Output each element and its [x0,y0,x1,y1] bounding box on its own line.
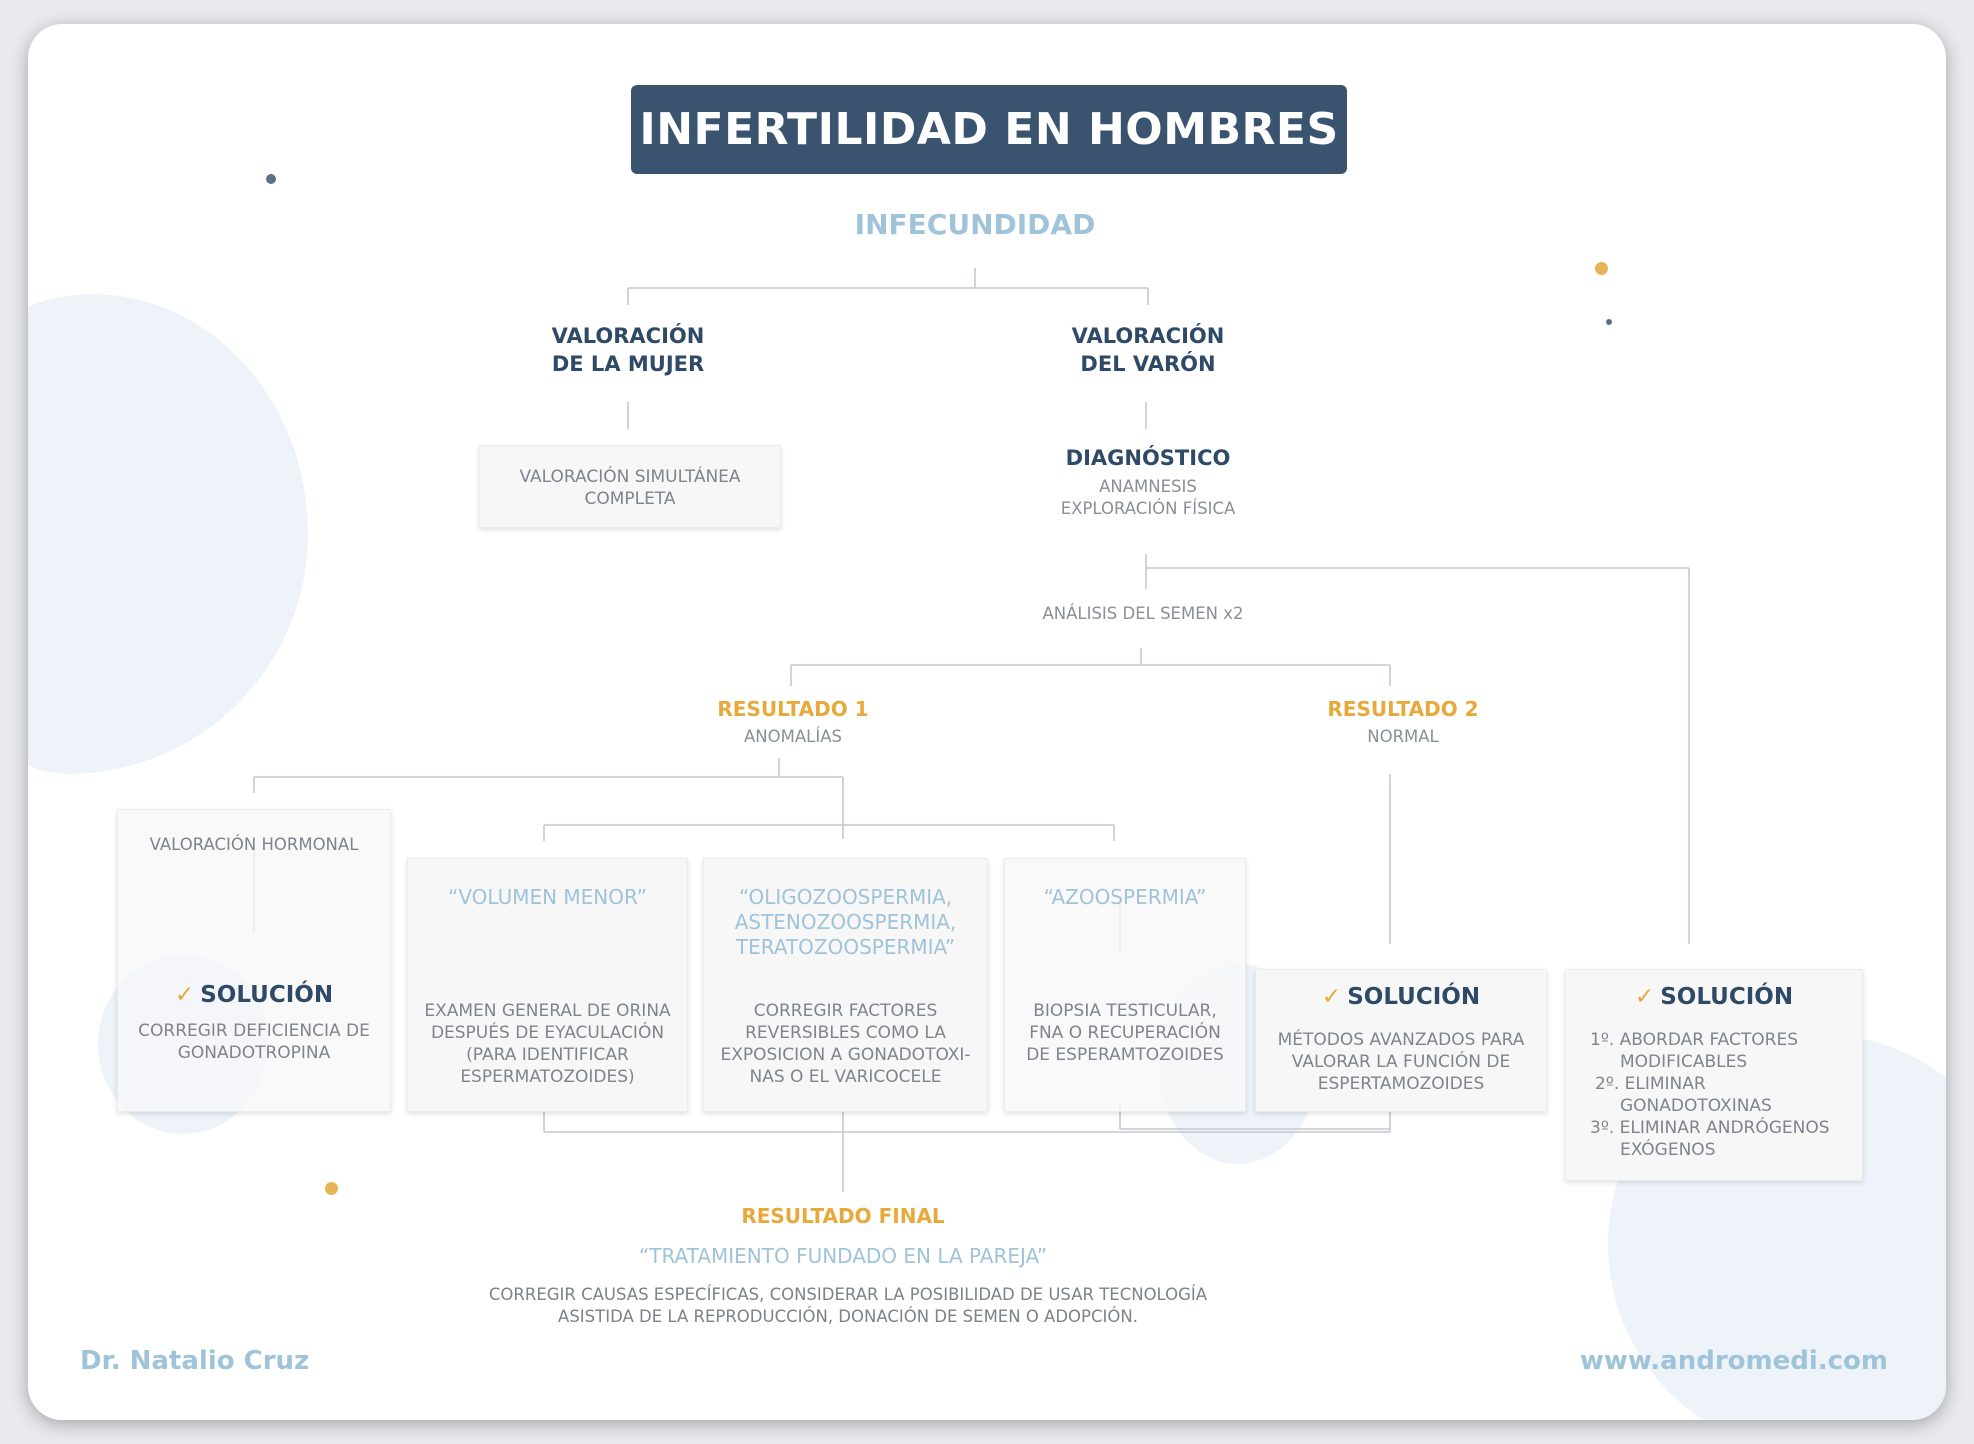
volumen-line: ESPERMATOZOIDES) [460,1067,635,1087]
result-1-sub: ANOMALÍAS [744,727,842,746]
final-result-line2: ASISTIDA DE LA REPRODUCCIÓN, DONACIÓN DE SEMEN O ADOPCIÓN. [558,1307,1138,1326]
infographic-card [28,24,1946,1420]
solution-right-line: GONADOTOXINAS [1620,1096,1772,1116]
author-signature: Dr. Natalio Cruz [80,1346,310,1376]
oligo-quote-line: TERATOZOOSPERMIA” [735,935,956,959]
oligozoospermia-box [703,858,988,1112]
volumen-quote: “VOLUMEN MENOR” [447,885,647,909]
solution-right-line: MODIFICABLES [1620,1052,1748,1072]
oligo-line: NAS O EL VARICOCELE [749,1067,942,1087]
volumen-menor-box [407,858,688,1112]
volumen-line: DESPUÉS DE EYACULACIÓN [430,1023,665,1043]
solution-right-line: 3º. ELIMINAR ANDRÓGENOS [1590,1118,1830,1138]
woman-box-line1: VALORACIÓN SIMULTÁNEA [519,467,741,487]
solution-label: SOLUCIÓN [1660,984,1794,1010]
oligo-line: REVERSIBLES COMO LA [745,1023,946,1043]
diagnosis-heading: DIAGNÓSTICO [1065,446,1231,470]
solution-right-line: EXÓGENOS [1620,1140,1716,1160]
page-title: INFERTILIDAD EN HOMBRES [631,85,1347,174]
hormonal-evaluation-box [117,809,391,1112]
hormonal-label: VALORACIÓN HORMONAL [149,835,359,854]
check-icon: ✓ [1634,984,1655,1010]
result-2-sub: NORMAL [1367,727,1439,746]
website-link[interactable]: www.andromedi.com [1579,1346,1888,1376]
solution-right-line: 2º. ELIMINAR [1595,1074,1706,1094]
branch-man-line2: DEL VARÓN [1080,352,1216,376]
azoo-line: FNA O RECUPERACIÓN [1029,1023,1221,1043]
root-label: INFECUNDIDAD [854,208,1096,241]
volumen-line: (PARA IDENTIFICAR [466,1045,629,1065]
woman-evaluation-box [479,445,781,528]
branch-woman-line2: DE LA MUJER [551,352,705,376]
azoo-quote: “AZOOSPERMIA” [1043,885,1207,909]
hormonal-text-line2: GONADOTROPINA [177,1043,331,1063]
solution-right-line: 1º. ABORDAR FACTORES [1590,1030,1798,1050]
result-1 [643,696,943,748]
final-result-line1: CORREGIR CAUSAS ESPECÍFICAS, CONSIDERAR LA POSIBILIDAD DE USAR TECNOLOGÍA [488,1285,1208,1304]
result-1-heading: RESULTADO 1 [717,697,869,721]
oligo-quote-line: ASTENOZOOSPERMIA, [734,910,957,934]
solution-normal-line: VALORAR LA FUNCIÓN DE [1291,1052,1511,1072]
diagnosis-line2: EXPLORACIÓN FÍSICA [1060,499,1236,518]
solution-normal-box [1255,969,1547,1112]
branch-woman-line1: VALORACIÓN [551,324,705,348]
semen-analysis-label: ANÁLISIS DEL SEMEN x2 [1042,604,1244,623]
check-icon: ✓ [1321,984,1342,1010]
oligo-line: CORREGIR FACTORES [753,1001,938,1021]
woman-box-line2: COMPLETA [584,489,676,509]
azoo-line: BIOPSIA TESTICULAR, [1033,1001,1217,1021]
solution-normal-line: MÉTODOS AVANZADOS PARA [1277,1030,1525,1050]
diagnosis-block [998,444,1298,520]
hormonal-text-line1: CORREGIR DEFICIENCIA DE [138,1021,370,1041]
volumen-line: EXAMEN GENERAL DE ORINA [424,1001,671,1021]
azoo-line: DE ESPERAMTOZOIDES [1026,1045,1224,1065]
result-2-heading: RESULTADO 2 [1327,697,1479,721]
solution-label: SOLUCIÓN [200,982,334,1008]
diagnosis-line1: ANAMNESIS [1099,477,1197,496]
oligo-quote-line: “OLIGOZOOSPERMIA, [738,885,953,909]
branch-woman [478,322,778,378]
oligo-line: EXPOSICION A GONADOTOXI- [720,1045,971,1065]
solution-label: SOLUCIÓN [1347,984,1481,1010]
solution-right-box [1565,969,1863,1181]
branch-man [998,322,1298,378]
check-icon: ✓ [174,982,195,1008]
azoospermia-box [1004,858,1246,1112]
final-result-text [408,1284,1288,1328]
result-2 [1253,696,1553,748]
final-result-quote: “TRATAMIENTO FUNDADO EN LA PAREJA” [638,1244,1048,1268]
branch-man-line1: VALORACIÓN [1071,324,1225,348]
final-result-heading: RESULTADO FINAL [741,1204,945,1228]
solution-normal-line: ESPERTAMOZOIDES [1317,1074,1485,1094]
